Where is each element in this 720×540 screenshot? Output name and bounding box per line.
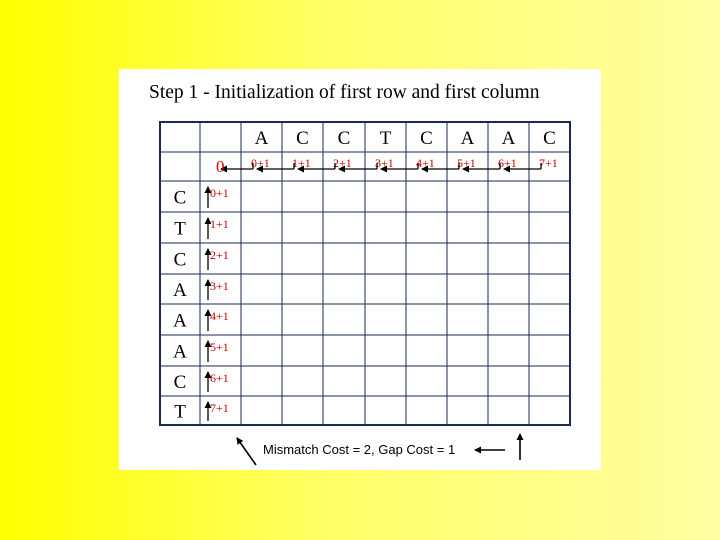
first-col-value: 3+1: [210, 279, 229, 293]
origin-value: 0: [216, 157, 225, 176]
first-row-value: 0+1: [251, 156, 270, 170]
left-sequence-letter: C: [173, 249, 187, 271]
top-sequence-letter: A: [254, 128, 269, 149]
first-row-values: [251, 156, 558, 170]
first-col-value: 5+1: [210, 340, 229, 354]
first-col-value: 0+1: [210, 186, 229, 200]
first-col-value: 4+1: [210, 309, 229, 323]
top-sequence-letter: C: [543, 128, 556, 149]
slide-title: Step 1 - Initialization of first row and first column: [149, 82, 540, 103]
slide-panel: [119, 69, 601, 470]
first-col-value: 1+1: [210, 217, 229, 231]
left-sequence-letter: T: [174, 401, 186, 423]
top-sequence-letter: A: [501, 128, 516, 149]
left-sequence-letter: A: [173, 310, 187, 332]
first-row-value: 5+1: [457, 156, 476, 170]
first-col-values: [210, 186, 229, 415]
first-row-value: 1+1: [292, 156, 311, 170]
top-sequence-letter: A: [460, 128, 475, 149]
top-sequence-headers: [255, 128, 556, 149]
cost-legend: Mismatch Cost = 2, Gap Cost = 1: [263, 442, 456, 457]
first-col-value: 7+1: [210, 401, 229, 415]
left-sequence-letter: T: [174, 218, 186, 240]
top-sequence-letter: T: [379, 128, 392, 149]
first-col-value: 2+1: [210, 248, 229, 262]
first-col-value: 6+1: [210, 371, 229, 385]
first-row-value: 2+1: [333, 156, 352, 170]
first-row-value: 3+1: [375, 156, 394, 170]
diagonal-arrow-icon: [237, 438, 256, 465]
top-sequence-letter: C: [420, 128, 433, 149]
left-sequence-letter: C: [173, 372, 187, 393]
top-sequence-letter: C: [337, 128, 351, 149]
alignment-matrix: [119, 69, 601, 470]
first-row-value: 7+1: [539, 156, 558, 170]
top-sequence-letter: C: [296, 128, 309, 149]
left-sequence-letter: C: [173, 187, 187, 209]
first-row-value: 4+1: [416, 156, 435, 170]
first-row-value: 6+1: [498, 156, 517, 170]
arrows: [208, 163, 541, 421]
left-sequence-letter: A: [173, 280, 187, 301]
left-sequence-letter: A: [173, 341, 187, 363]
left-sequence-headers: [173, 188, 187, 423]
